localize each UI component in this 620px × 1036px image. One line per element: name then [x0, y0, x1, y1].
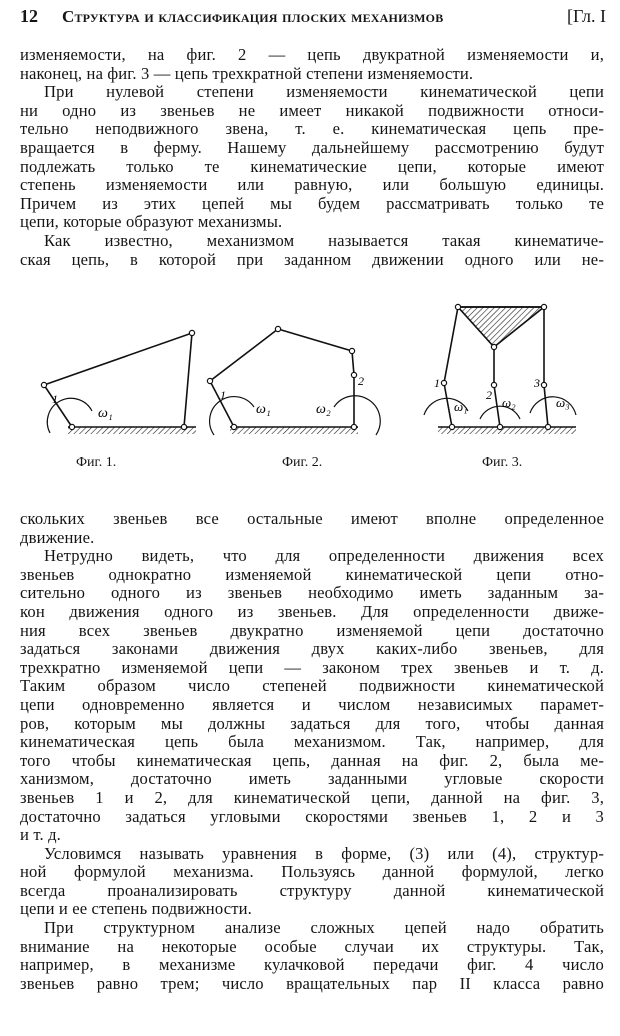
text-line: вращается в ферму. Нашему дальнейшему рассмотрению будут [20, 137, 604, 157]
text-line: задаться законами движения двух каких-либо звеньев, для [20, 639, 604, 659]
text-line: кинематическая цепь была механизмом. Так, например, для [20, 732, 604, 752]
running-title: Структура и классификация плоских механизмов [62, 7, 444, 26]
four-bar-linkage [44, 333, 192, 427]
text-line: Таким образом число степеней подвижности кинематической [20, 676, 604, 696]
figure-1 [41, 330, 196, 434]
text-line: ров, которым мы должны задаться для того, чтобы данная [20, 713, 604, 733]
angular-velocity-label: ω₁ [256, 402, 271, 417]
text-block-top [20, 46, 604, 269]
text-line: изменяемости, на фиг. 2 — цепь двукратной изменяемости и, [20, 45, 604, 64]
figure-caption-2: Фиг. 2. [282, 455, 323, 470]
text-line: Причем из этих цепей мы будем рассматривать только те [20, 193, 604, 213]
text-line: При нулевой степени изменяемости кинематической цепи [44, 82, 604, 102]
text-line: степень изменяемости или равную, или большую единицы. [20, 175, 604, 195]
link-number-label: 1 [434, 376, 440, 390]
text-line: цепи одновременно является и числом независимых парамет- [20, 694, 604, 714]
text-line: наконец, на фиг. 3 — цепь трехкратной степени изменяемости. [20, 63, 474, 83]
text-line: всегда проанализировать структуру данной кинематической [20, 880, 604, 900]
figure-caption-3: Фиг. 3. [482, 455, 523, 470]
text-block-bottom [20, 510, 604, 993]
angular-velocity-label: ω₃ [556, 395, 570, 410]
angular-velocity-label: ω₂ [502, 395, 516, 410]
text-line: цепи и ее степень подвижности. [20, 899, 252, 919]
angular-velocity-label: ω₁ [98, 406, 113, 421]
link-number-label: 3 [534, 376, 540, 390]
text-line: трехкратно изменяемой цепи — законом трех звеньев и т. д. [20, 657, 604, 677]
ground-hatch [438, 427, 576, 434]
text-line: звеньев однократно изменяемой кинематической цепи отно- [20, 564, 604, 584]
text-line: кон движения одного из звеньев. Для определенности движе- [20, 601, 604, 621]
page-number: 12 [20, 6, 38, 26]
text-line: Как известно, механизмом называется такая кинематиче- [44, 230, 604, 250]
text-line: Условимся называть уравнения в форме, (3) или (4), структур- [44, 843, 604, 863]
text-line: сительно одного из звеньев необходимо иметь заданным за- [20, 583, 604, 603]
link-number-label: 2 [358, 374, 364, 388]
text-line: и т. д. [20, 825, 61, 845]
text-line: ханизмом, достаточно иметь заданными угловые скорости [20, 769, 604, 789]
text-line: достаточно задаться угловыми скоростями звеньев 1, 2 и 3 [20, 806, 604, 826]
text-line: подлежать только те кинематические цепи, которые имеют [20, 156, 604, 176]
link-number-label: 1 [220, 388, 226, 402]
text-line: звеньев равно трем; число вращательных пар II класса равно [20, 973, 604, 993]
ground-hatch [230, 427, 358, 434]
text-line: ни одно из звеньев не имеет никакой подвижности относи- [20, 100, 604, 120]
text-line: скольких звеньев все остальные имеют вполне определенное [20, 509, 604, 528]
text-line: тельно неподвижного звена, т. е. кинематическая цепь пре- [20, 119, 604, 139]
angular-velocity-label: ω₁ [454, 399, 468, 414]
figure-caption-1: Фиг. 1. [76, 455, 117, 470]
rigid-triangle [458, 307, 544, 347]
text-line: цепи, которые образуют механизмы. [20, 212, 283, 232]
text-line: При структурном анализе сложных цепей надо обратить [44, 918, 604, 938]
link-number-label: 2 [486, 388, 492, 402]
text-line: Нетрудно видеть, что для определенности движения всех [44, 546, 604, 566]
chapter-marker: [Гл. I [566, 6, 606, 26]
text-line: того чтобы кинематическая цепь, данная на фиг. 2, была ме- [20, 750, 604, 770]
text-line: внимание на некоторые особые случаи их структуры. Так, [20, 936, 604, 956]
text-line: ния всех звеньев двукратно изменяемой цепи достаточно [20, 620, 604, 640]
ground-hatch [68, 427, 196, 434]
text-line: например, в механизме кулачковой передачи фиг. 4 число [20, 955, 604, 975]
figure-2 [207, 326, 380, 435]
five-bar-linkage [210, 329, 354, 427]
text-line: звеньев 1 и 2, для кинематической цепи, данной на фиг. 3, [20, 787, 604, 807]
text-line: ская цепь, в которой при заданном движении одного или не- [20, 249, 604, 269]
link-number-label: 1 [52, 392, 58, 406]
running-header [20, 6, 606, 30]
angular-velocity-label: ω₂ [316, 402, 331, 417]
figure-3 [424, 304, 576, 434]
text-line: движение. [20, 527, 95, 547]
figures-row [20, 295, 604, 500]
text-line: ной формулой механизма. Пользуясь данной формулой, легко [20, 862, 604, 882]
